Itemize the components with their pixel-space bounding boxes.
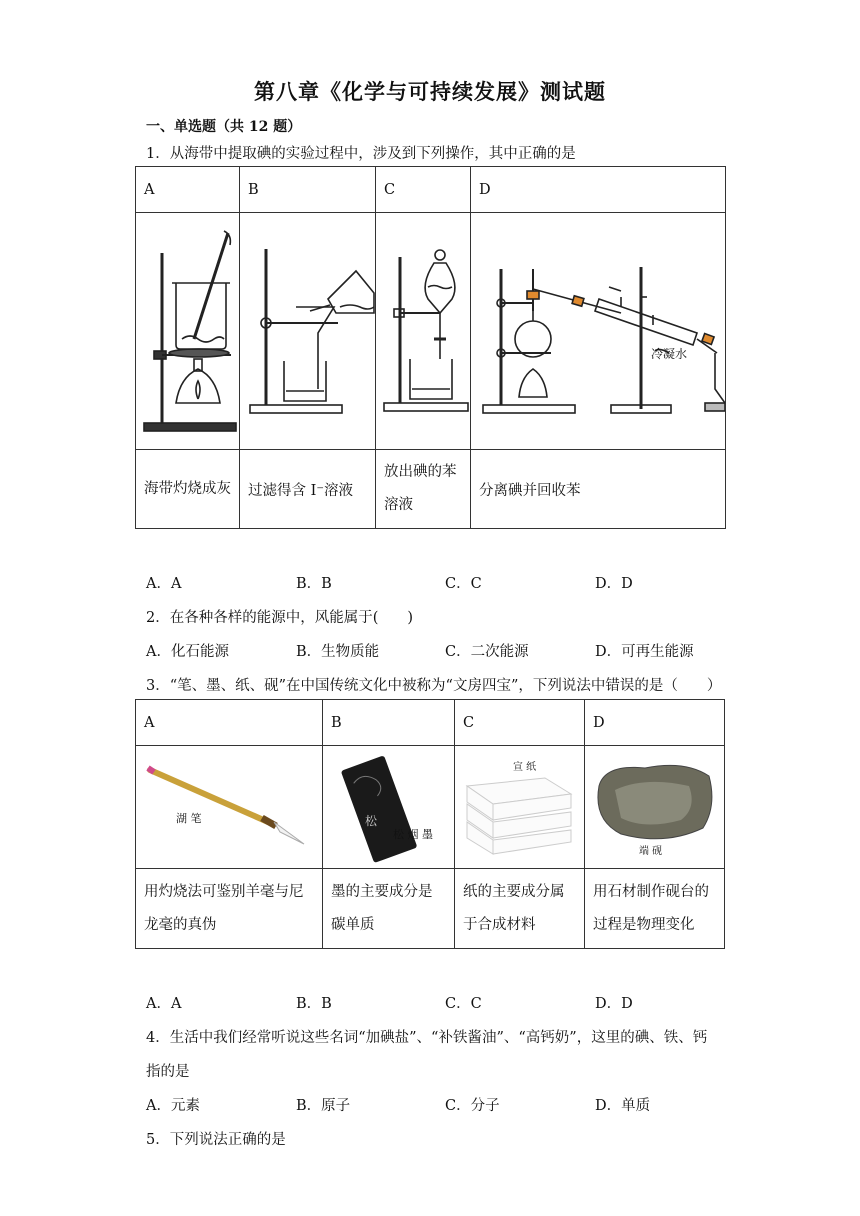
q2-option-c[interactable]: C．二次能源 — [445, 644, 529, 660]
q1-figure-c — [376, 213, 471, 450]
q3-figure-paper — [455, 746, 585, 869]
q3-option-d[interactable]: D．D — [595, 996, 633, 1012]
q3-option-a[interactable]: A．A — [146, 996, 182, 1012]
question-2-stem: 2．在各种各样的能源中，风能属于( ) — [146, 610, 414, 626]
q1-header-b: B — [240, 167, 376, 213]
separatory-funnel-figure — [376, 213, 470, 449]
page-title: 第八章《化学与可持续发展》测试题 — [254, 79, 606, 104]
question-5-stem: 5．下列说法正确的是 — [146, 1132, 286, 1148]
q4-option-d[interactable]: D．单质 — [595, 1098, 651, 1114]
q1-header-a: A — [136, 167, 240, 213]
question-1-table — [135, 166, 726, 529]
q1-option-c[interactable]: C．C — [445, 576, 482, 592]
q2-option-b[interactable]: B．生物质能 — [296, 644, 380, 660]
q3-caption-c: 纸的主要成分属于合成材料 — [455, 869, 585, 949]
q1-caption-c: 放出碘的苯溶液 — [376, 450, 471, 529]
question-4-stem-line2: 指的是 — [146, 1064, 190, 1080]
q1-header-c: C — [376, 167, 471, 213]
brush-label: 湖 笔 — [176, 812, 202, 825]
ink-stick-image — [323, 746, 454, 868]
q3-header-b: B — [323, 700, 455, 746]
q1-figure-d — [471, 213, 726, 450]
q4-option-c[interactable]: C．分子 — [445, 1098, 500, 1114]
q3-header-a: A — [136, 700, 323, 746]
ash-burning-figure — [136, 213, 239, 449]
q3-header-d: D — [585, 700, 725, 746]
distillation-figure — [471, 213, 725, 449]
q4-option-a[interactable]: A．元素 — [146, 1098, 200, 1114]
q1-figure-b — [240, 213, 376, 450]
q1-caption-b: 过滤得含 I⁻溶液 — [240, 450, 376, 529]
inkstone-label: 端 砚 — [639, 846, 663, 857]
section-heading: 一、单选题（共 12 题） — [146, 119, 302, 135]
q3-caption-a: 用灼烧法可鉴别羊毫与尼龙毫的真伪 — [136, 869, 323, 949]
q3-header-c: C — [455, 700, 585, 746]
q3-figure-inkstone — [585, 746, 725, 869]
question-1-stem: 1．从海带中提取碘的实验过程中，涉及到下列操作，其中正确的是 — [146, 146, 576, 162]
q1-option-b[interactable]: B．B — [296, 576, 332, 592]
q3-option-c[interactable]: C．C — [445, 996, 482, 1012]
q2-option-a[interactable]: A．化石能源 — [146, 644, 229, 660]
q3-option-b[interactable]: B．B — [296, 996, 332, 1012]
q1-caption-d: 分离碘并回收苯 — [471, 450, 726, 529]
q3-figure-brush — [136, 746, 323, 869]
q1-option-d[interactable]: D．D — [595, 576, 633, 592]
question-4-stem-line1: 4．生活中我们经常听说这些名词“加碘盐”、“补铁酱油”、“高钙奶”，这里的碘、铁、钙 — [146, 1030, 708, 1046]
q3-caption-b: 墨的主要成分是碳单质 — [323, 869, 455, 949]
q3-caption-d: 用石材制作砚台的过程是物理变化 — [585, 869, 725, 949]
q3-figure-ink — [323, 746, 455, 869]
q1-header-d: D — [471, 167, 726, 213]
q1-caption-a: 海带灼烧成灰 — [136, 450, 240, 529]
ink-stick-inscription: 松 — [365, 814, 378, 828]
q2-option-d[interactable]: D．可再生能源 — [595, 644, 694, 660]
question-3-stem: 3．“笔、墨、纸、砚”在中国传统文化中被称为“文房四宝”，下列说法中错误的是（ ） — [146, 678, 722, 694]
filtration-figure — [240, 213, 375, 449]
q1-figure-a — [136, 213, 240, 450]
paper-label: 宣 纸 — [513, 762, 537, 773]
ink-label: 松 烟 墨 — [393, 828, 433, 841]
q1-option-a[interactable]: A．A — [146, 576, 182, 592]
question-3-table — [135, 699, 725, 949]
brush-pen-image — [136, 746, 322, 868]
condenser-water-label: 冷凝水 — [651, 347, 688, 361]
q4-option-b[interactable]: B．原子 — [296, 1098, 351, 1114]
